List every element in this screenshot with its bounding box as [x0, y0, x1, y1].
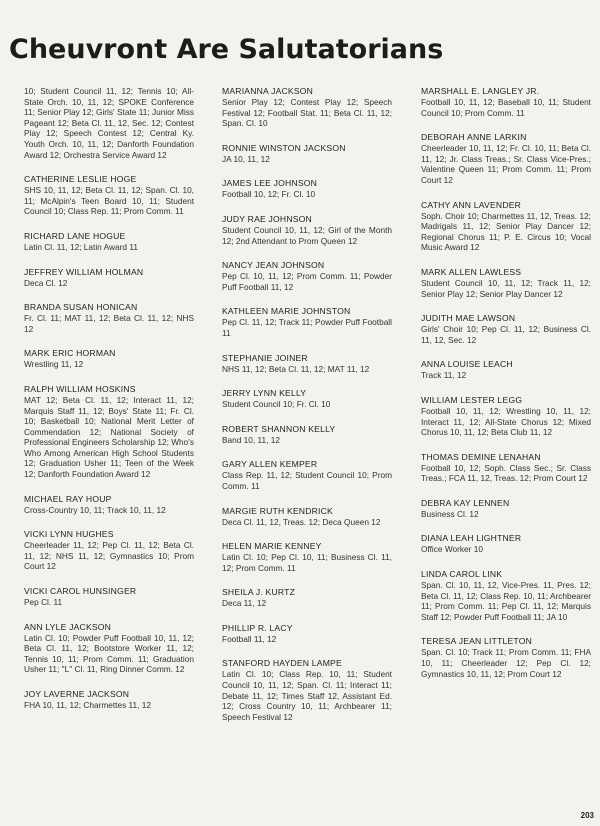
student-name: MARSHALL E. LANGLEY JR. — [421, 86, 540, 96]
student-activities: Office Worker 10 — [421, 544, 483, 555]
student-name: GARY ALLEN KEMPER — [222, 459, 318, 470]
student-name: MARIANNA JACKSON — [222, 86, 314, 96]
student-name: NANCY JEAN JOHNSON — [222, 260, 325, 271]
student-activities: Senior Play 12; Contest Play 12; Speech Festival 12; Football Stat. 11; Beta Cl. 11, 12; Span. Cl. 10 — [222, 97, 392, 129]
student-activities: Pep Cl. 11, 12; Track 11; Powder Puff Football 11 — [222, 317, 392, 338]
student-activities: SHS 10, 11, 12; Beta Cl. 11, 12; Span. Cl. 10, 11; McAlpin's Teen Board 10, 11; Student Council 10; Class Rep. 11; Prom Comm. 11 — [24, 185, 194, 217]
column-3 — [421, 86, 591, 693]
student-activities: Latin Cl. 10; Powder Puff Football 10, 11, 12; Beta Cl. 11, 12; Bootstore Worker 11, 12; Tennis 10, 11; Prom Comm. 11; Graduation Usher 11; "L" Cl. 11, Ring Dinner Comm. 12 — [24, 632, 194, 675]
student-activities: JA 10, 11, 12 — [222, 153, 270, 164]
student-entry — [24, 267, 194, 289]
student-name: RONNIE WINSTON JACKSON — [222, 142, 346, 153]
student-activities: Cross-Country 10, 11; Track 10, 11, 12 — [24, 504, 166, 515]
student-name: JERRY LYNN KELLY — [222, 388, 307, 399]
student-entry — [222, 658, 392, 722]
student-activities: Student Council 10, 11, 12; Track 11, 12; Senior Play 12; Senior Play Dancer 12 — [421, 277, 591, 299]
student-entry — [24, 86, 194, 160]
student-entry — [421, 569, 591, 622]
student-entry — [222, 459, 392, 491]
student-entry — [421, 359, 591, 381]
student-entry — [24, 689, 194, 711]
student-entry — [222, 424, 392, 446]
student-name: LINDA CAROL LINK — [421, 569, 503, 580]
student-entry — [222, 86, 392, 129]
student-name: WILLIAM LESTER LEGG — [421, 394, 523, 405]
student-entry — [222, 214, 392, 246]
student-name: DEBRA KAY LENNEN — [421, 497, 510, 508]
student-entry — [421, 313, 591, 345]
student-activities: Fr. Cl. 11; MAT 11, 12; Beta Cl. 11, 12; NHS 12 — [24, 313, 194, 334]
student-name: CATHERINE LESLIE HOGE — [24, 174, 137, 185]
student-entry — [24, 384, 194, 480]
student-name: VICKI CAROL HUNSINGER — [24, 586, 137, 597]
student-name: ROBERT SHANNON KELLY — [222, 423, 336, 434]
student-name: RICHARD LANE HOGUE — [24, 230, 126, 241]
student-entry — [222, 388, 392, 410]
student-entry — [222, 178, 392, 200]
student-activities: Business Cl. 12 — [421, 508, 479, 519]
student-entry — [24, 494, 194, 516]
student-entry — [24, 174, 194, 217]
student-entry — [421, 498, 591, 520]
student-activities: Band 10, 11, 12 — [222, 434, 280, 445]
student-activities: Latin Cl. 10; Pep Cl. 10, 11; Business Cl. 11, 12; Prom Comm. 11 — [222, 552, 392, 573]
student-activities: Latin Cl. 10; Class Rep. 10, 11; Student Council 10, 11, 12; Span. Cl. 11; Interact 11; Debate 11, 12; Times Staff 12, Assistant Ed. 12; Cross Country 10, 11; Archbearer 11; Speech Festival 12 — [222, 669, 392, 722]
student-activities: Deca 11, 12 — [222, 598, 267, 609]
page-number: 203 — [580, 811, 594, 820]
student-name: BRANDA SUSAN HONICAN — [24, 302, 138, 313]
student-entry — [222, 353, 392, 375]
student-activities: Pep Cl. 11 — [24, 597, 63, 608]
student-entry — [222, 306, 392, 338]
student-entry — [24, 302, 194, 334]
column-2 — [222, 86, 392, 736]
student-name: HELEN MARIE KENNEY — [222, 541, 322, 552]
student-name: THOMAS DEMINE LENAHAN — [421, 451, 541, 462]
student-name: CATHY ANN LAVENDER — [421, 199, 522, 210]
student-name: ANN LYLE JACKSON — [24, 621, 112, 632]
student-activities: NHS 11, 12; Beta Cl. 11, 12; MAT 11, 12 — [222, 363, 370, 374]
student-activities: Deca Cl. 12 — [24, 277, 68, 288]
student-activities: Track 11, 12 — [421, 370, 467, 381]
student-activities: Deca Cl. 11, 12, Treas. 12; Deca Queen 12 — [222, 516, 381, 527]
student-name: RALPH WILLIAM HOSKINS — [24, 383, 136, 394]
student-activities: Football 10, 11, 12; Baseball 10, 11; Student Council 10; Prom Comm. 11 — [421, 97, 591, 118]
column-1 — [24, 86, 194, 725]
student-activities: Wrestling 11, 12 — [24, 359, 84, 370]
student-activities: Student Council 10, 11, 12; Girl of the Month 12; 2nd Attendant to Prom Queen 12 — [222, 224, 392, 246]
student-activities: Cheerleader 10, 11, 12; Fr. Cl. 10, 11; Beta Cl. 11, 12; Jr. Class Treas.; Sr. Class Vice-Pres.; Valentine Queen 11; Prom Comm. 11; Prom Court 12 — [421, 143, 591, 185]
student-activities: Latin Cl. 11, 12; Latin Award 11 — [24, 241, 138, 252]
student-activities: Football 10, 12; Fr. Cl. 10 — [222, 189, 316, 200]
student-name: JUDY RAE JOHNSON — [222, 213, 312, 224]
student-activities: Football 11, 12 — [222, 633, 277, 644]
student-activities: Soph. Choir 10; Charmettes 11, 12, Treas. 12; Madrigals 11, 12; Senior Play Dancer 12; Regional Chorus 11; P. E. Circus 10; Vocal Music Award 12 — [421, 210, 591, 253]
student-name: JAMES LEE JOHNSON — [222, 178, 318, 189]
student-entry — [222, 541, 392, 573]
student-name: MARGIE RUTH KENDRICK — [222, 505, 333, 516]
student-entry — [421, 452, 591, 484]
student-name: DEBORAH ANNE LARKIN — [421, 132, 527, 143]
student-entry — [24, 348, 194, 370]
student-activities: Span. Cl. 10, 11, 12, Vice-Pres. 11, Pres. 12; Beta Cl. 11, 12; Class Rep. 10, 11; Archbearer 11; Prom Comm. 11; Pep Cl. 11, 12; Marquis Staff 12; Powder Puff Football 11; JA 10 — [421, 580, 591, 622]
student-activities: Football 10, 11, 12; Wrestling 10, 11, 12; Interact 11, 12; All-State Chorus 12; Mixed Chorus 10, 11, 12; Beta Club 11, 12 — [421, 405, 591, 438]
student-activities: Span. Cl. 10; Track 11; Prom Comm. 11; FHA 10, 11; Cheerleader 12; Pep Cl. 12; Gymnastics 10, 11, 12; Prom Court 12 — [421, 647, 591, 679]
student-activities: Class Rep. 11, 12; Student Council 10; Prom Comm. 11 — [222, 470, 392, 491]
student-entry — [222, 506, 392, 528]
student-entry — [421, 636, 591, 679]
student-entry — [421, 267, 591, 299]
page-title: Cheuvront Are Salutatorians — [9, 34, 444, 65]
student-activities: Football 10, 12; Soph. Class Sec.; Sr. Class Treas.; FCA 11, 12, Treas. 12; Prom Court 12 — [421, 462, 591, 484]
student-name: STEPHANIE JOINER — [222, 352, 308, 363]
student-activities: MAT 12; Beta Cl. 11, 12; Interact 11, 12; Marquis Staff 11, 12; Boys' State 11; Fr. Cl. 10; Basketball 10; National Merit Letter of Commendation 12; National Society of Professional Engineers Scholarship 12; Who's Who Among American High School Students 12; Graduation Usher 11; Teen of the Week 12; Danforth Foundation Award 12 — [24, 394, 194, 480]
student-name: MARK ALLEN LAWLESS — [421, 266, 522, 277]
student-name: JEFFREY WILLIAM HOLMAN — [24, 266, 144, 277]
student-entry — [421, 533, 591, 555]
student-activities: 10; Student Council 11, 12; Tennis 10; All-State Orch. 10, 11, 12; SPOKE Conference 11; Senior Play 12; Girls' State 11; Junior Miss Pageant 12; Beta Cl. 11, 12, Sec. 12; Contest Play 12; Speech Contest 12; Central Ky. Youth Orch. 10, 11, 12; Danforth Foundation Award 12; Orchestra Service Award 12 — [24, 86, 194, 160]
student-name: MARK ERIC HORMAN — [24, 348, 116, 359]
student-entry — [24, 586, 194, 608]
student-activities: Girls' Choir 10; Pep Cl. 11, 12; Business Cl. 11, 12, Sec. 12 — [421, 324, 591, 345]
student-name: PHILLIP R. LACY — [222, 622, 293, 633]
student-entry — [24, 529, 194, 572]
student-entry — [24, 622, 194, 675]
student-activities: Cheerleader 11, 12; Pep Cl. 11, 12; Beta Cl. 11, 12; NHS 11, 12; Gymnastics 10; Prom Court 12 — [24, 540, 194, 572]
student-name: TERESA JEAN LITTLETON — [421, 636, 533, 647]
student-entry — [222, 260, 392, 292]
student-name: MICHAEL RAY HOUP — [24, 493, 112, 504]
student-activities: Pep Cl. 10, 11, 12; Prom Comm. 11; Powder Puff Football 11, 12 — [222, 271, 392, 292]
student-entry — [421, 200, 591, 253]
student-name: KATHLEEN MARIE JOHNSTON — [222, 306, 351, 317]
student-entry — [222, 587, 392, 609]
student-name: VICKI LYNN HUGHES — [24, 529, 114, 540]
student-entry — [421, 132, 591, 185]
student-name: JUDITH MAE LAWSON — [421, 313, 516, 324]
student-entry — [421, 86, 591, 118]
student-entry — [24, 231, 194, 253]
student-name: JOY LAVERNE JACKSON — [24, 689, 130, 699]
student-entry — [222, 143, 392, 165]
student-entry — [222, 623, 392, 645]
student-name: ANNA LOUISE LEACH — [421, 359, 513, 370]
student-activities: Student Council 10; Fr. Cl. 10 — [222, 399, 331, 410]
student-activities: FHA 10, 11, 12; Charmettes 11, 12 — [24, 700, 151, 710]
student-name: DIANA LEAH LIGHTNER — [421, 533, 522, 544]
student-entry — [421, 395, 591, 438]
student-name: SHEILA J. KURTZ — [222, 587, 296, 598]
student-name: STANFORD HAYDEN LAMPE — [222, 658, 342, 669]
